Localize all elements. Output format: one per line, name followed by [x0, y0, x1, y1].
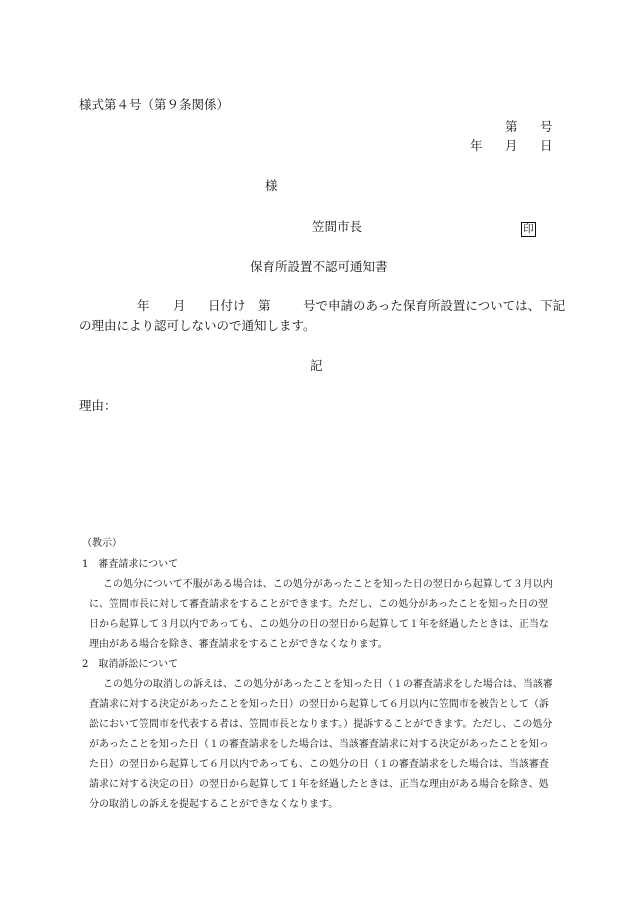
notice-section2-line: 請求に対する決定の日）の翌日から起算して１年を経過したときは、正当な理由がある場合を除き、処	[89, 779, 549, 790]
notice-heading: （教示）	[82, 538, 122, 549]
notice-section1-line: に、笠間市長に対して審査請求をすることができます。ただし、この処分があったことを知った日の翌	[89, 599, 549, 610]
body-year: 年	[137, 298, 150, 313]
notice-section1-title: 1 審査請求について	[82, 559, 179, 570]
body-line2: の理由により認可しないので通知します。	[79, 318, 316, 333]
body-line1-rest: 号で申請のあった保育所設置については、下記	[303, 298, 566, 313]
body-day-dated: 日付け	[208, 298, 246, 313]
notice-section2-line: この処分の取消しの訴えは、この処分があったことを知った日（１の審査請求をした場合は、当該審	[103, 679, 553, 690]
notice-section1-line: 理由がある場合を除き、審査請求をすることができなくなります。	[89, 639, 388, 650]
notice-section2-line: 分の取消しの訴えを提起することができなくなります。	[89, 799, 339, 810]
reason-label: 理由：	[79, 398, 117, 413]
document-title: 保育所設置不認可通知書	[250, 259, 388, 274]
date-year: 年	[470, 138, 483, 153]
notice-section2-line: た日）の翌日から起算して６月以内であっても、この処分の日（１の審査請求をした場合は、当該審査	[89, 759, 549, 770]
notice-section2-line: 訟において笠間市を代表する者は、笠間市長となります。）提訴することができます。ただし、この処分	[89, 719, 553, 730]
notice-section2-line: があったことを知った日（１の審査請求をした場合は、当該審査請求に対する決定があったことを知っ	[89, 739, 549, 750]
notice-section1-line: この処分について不服がある場合は、この処分があったことを知った日の翌日から起算して３月以内	[103, 579, 553, 590]
notice-section2-line: 査請求に対する決定があったことを知った日）の翌日から起算して６月以内に笠間市を被告として（訴	[89, 699, 549, 710]
form-number: 様式第４号（第９条関係）	[79, 97, 230, 112]
date-day: 日	[540, 138, 553, 153]
notice-section2-title: 2 取消訴訟について	[82, 659, 179, 670]
date-month: 月	[505, 138, 518, 153]
ki-label: 記	[310, 358, 323, 373]
body-month: 月	[173, 298, 186, 313]
notice-section1-line: 日から起算して３月以内であっても、この処分の日の翌日から起算して１年を経過したときは、正当な	[89, 619, 549, 630]
issuer-name: 笠間市長	[312, 219, 363, 234]
document-number-suffix: 号	[540, 119, 553, 134]
body-number-prefix: 第	[258, 298, 271, 313]
seal-text: 印	[521, 222, 536, 237]
seal-mark	[521, 217, 536, 237]
document-number-prefix: 第	[505, 119, 518, 134]
addressee-honorific: 様	[265, 178, 278, 193]
